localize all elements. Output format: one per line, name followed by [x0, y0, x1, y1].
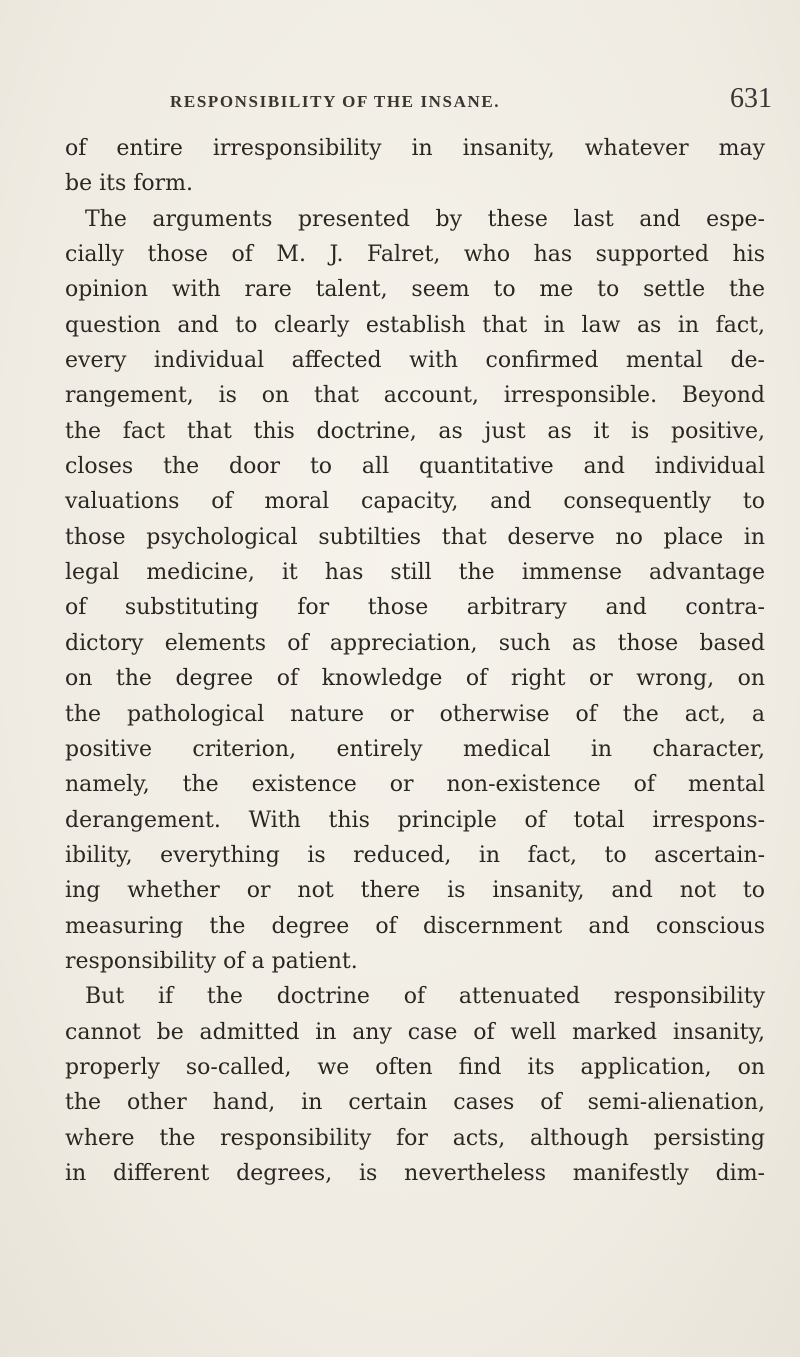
text-line: dictory elements of appreciation, such as those based: [65, 630, 765, 656]
text-line: in different degrees, is nevertheless manifestly dim-: [65, 1160, 765, 1186]
text-line: on the degree of knowledge of right or wrong, on: [65, 666, 765, 692]
text-line: responsibility of a patient.: [65, 948, 358, 974]
text-line: be its form.: [65, 171, 194, 197]
text-line: the fact that this doctrine, as just as it is positive,: [65, 418, 765, 444]
text-line: cially those of M. J. Falret, who has supported his: [65, 242, 765, 268]
text-line: But if the doctrine of attenuated responsibility: [85, 984, 765, 1010]
text-line: question and to clearly establish that in law as in fact,: [65, 312, 765, 338]
text-line: opinion with rare talent, seem to me to settle the: [65, 277, 765, 303]
text-line: of substituting for those arbitrary and contra-: [65, 595, 765, 621]
text-line: closes the door to all quantitative and individual: [65, 454, 765, 480]
body-text: [65, 131, 765, 1191]
running-head: RESPONSIBILITY OF THE INSANE.: [170, 92, 501, 111]
text-line: of entire irresponsibility in insanity, whatever may: [65, 136, 765, 161]
text-line: ibility, everything is reduced, in fact, to ascertain-: [65, 842, 765, 868]
text-line: legal medicine, it has still the immense advantage: [65, 560, 765, 586]
text-line: measuring the degree of discernment and conscious: [65, 913, 765, 939]
text-line: those psychological subtilties that deserve no place in: [65, 524, 765, 550]
text-line: positive criterion, entirely medical in character,: [65, 736, 765, 762]
text-line: The arguments presented by these last and espe-: [85, 206, 765, 232]
text-line: properly so-called, we often find its application, on: [65, 1054, 765, 1080]
text-line: the other hand, in certain cases of semi-alienation,: [65, 1090, 765, 1116]
text-line: every individual affected with confirmed mental de-: [65, 348, 765, 374]
text-line: ing whether or not there is insanity, and not to: [65, 878, 765, 904]
text-line: the pathological nature or otherwise of the act, a: [65, 701, 765, 727]
page-number: 631: [730, 83, 772, 114]
text-line: cannot be admitted in any case of well marked insanity,: [65, 1019, 765, 1045]
text-line: valuations of moral capacity, and consequently to: [65, 489, 765, 515]
text-line: where the responsibility for acts, although persisting: [65, 1125, 765, 1151]
text-line: rangement, is on that account, irresponsible. Beyond: [65, 383, 765, 409]
text-line: derangement. With this principle of total irrespons-: [65, 807, 765, 833]
text-line: namely, the existence or non-existence of mental: [65, 772, 765, 798]
